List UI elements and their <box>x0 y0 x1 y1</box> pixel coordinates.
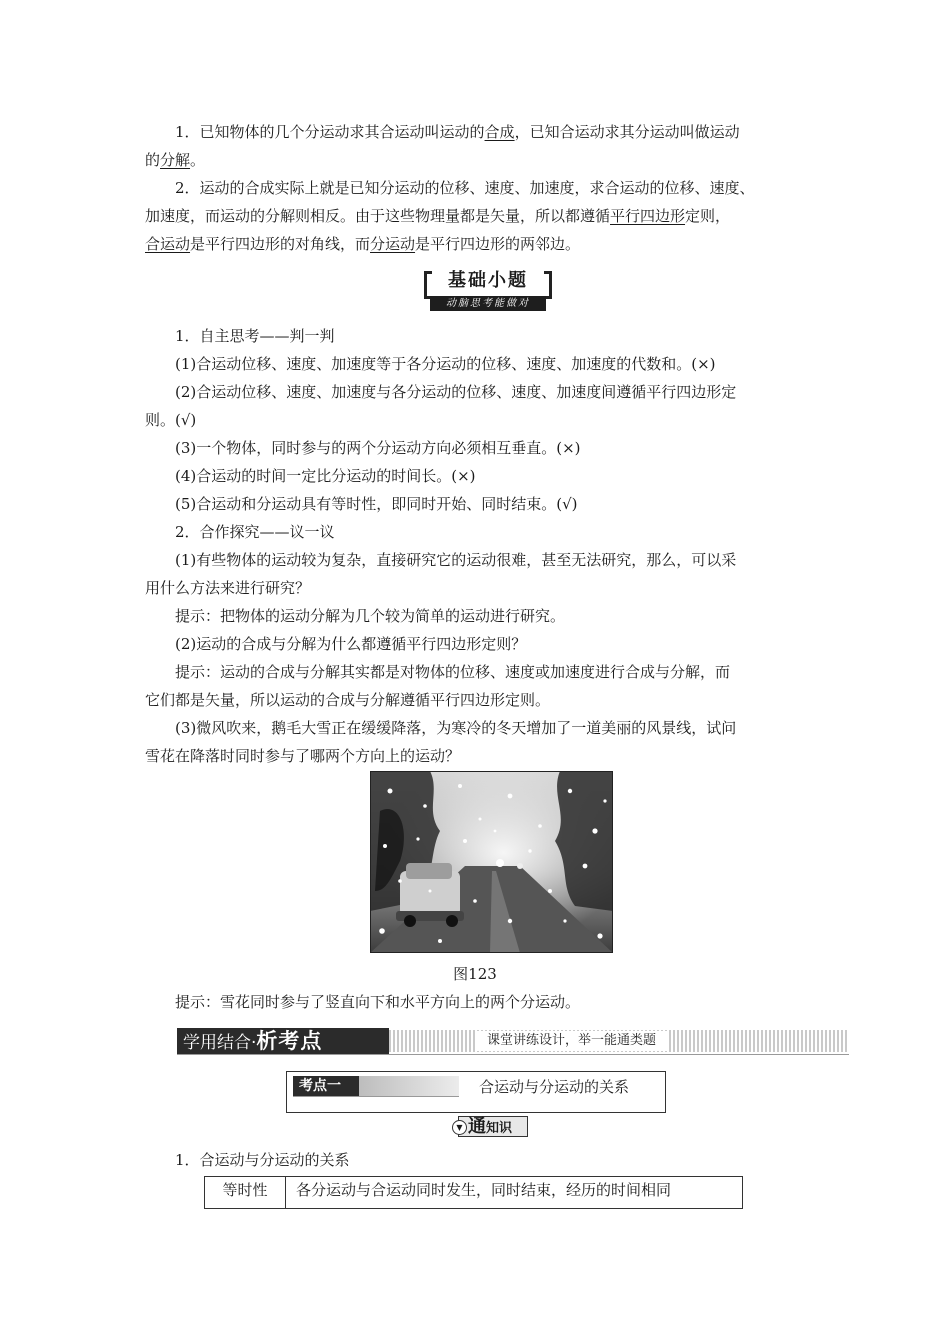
basics-heading-2: 2．合作探究——议一议 <box>175 523 335 541</box>
intro-paragraph-2-line-3: 合运动是平行四边形的对角线，而分运动是平行四边形的两邻边。 <box>145 235 581 253</box>
exam-point-label: 考点一 <box>293 1076 359 1096</box>
table-cell-description: 各分运动与合运动同时发生，同时结束，经历的时间相同 <box>286 1177 743 1209</box>
exam-point-box <box>286 1071 666 1113</box>
term-fenyundong: 分运动 <box>370 235 416 253</box>
discuss-q3-line-2: 雪花在降落时同时参与了哪两个方向上的运动？ <box>145 747 461 765</box>
table-cell-attribute: 等时性 <box>205 1177 286 1209</box>
discuss-a2-line-2: 它们都是矢量，所以运动的合成与分解遵循平行四边形定则。 <box>145 691 551 709</box>
chevron-down-icon: ▼ <box>452 1120 467 1135</box>
discuss-a2-line-1: 提示：运动的合成与分解其实都是对物体的位移、速度或加速度进行合成与分解，而 <box>175 663 731 681</box>
discuss-a3: 提示：雪花同时参与了竖直向下和水平方向上的两个分运动。 <box>175 993 581 1011</box>
tongzhishi-tag <box>452 1114 528 1139</box>
exam-point-title: 合运动与分运动的关系 <box>479 1078 630 1096</box>
discuss-q2: (2)运动的合成与分解为什么都遵循平行四边形定则？ <box>175 635 527 653</box>
judge-item-3: (3)一个物体，同时参与的两个分运动方向必须相互垂直。(×) <box>175 439 581 457</box>
discuss-q1-line-2: 用什么方法来进行研究？ <box>145 579 311 597</box>
banner-title: 学用结合·析考点 <box>177 1028 389 1054</box>
table-row <box>205 1177 743 1209</box>
relation-table <box>204 1176 743 1209</box>
tongzhishi-small: 知识 <box>486 1121 513 1136</box>
discuss-q3-line-1: (3)微风吹来，鹅毛大雪正在缓缓降落，为寒冷的冬天增加了一道美丽的风景线，试问 <box>175 719 737 737</box>
judge-item-4: (4)合运动的时间一定比分运动的时间长。(×) <box>175 467 476 485</box>
intro-paragraph-2-line-1: 2．运动的合成实际上就是已知分运动的位移、速度、加速度，求合运动的位移、速度、 <box>175 179 755 197</box>
snow-street-photo <box>370 771 613 953</box>
figure-caption: 图123 <box>453 965 497 983</box>
tongzhishi-big: 通 <box>468 1116 486 1137</box>
intro-paragraph-1-line-2: 的分解。 <box>145 151 206 169</box>
discuss-a1: 提示：把物体的运动分解为几个较为简单的运动进行研究。 <box>175 607 566 625</box>
term-hecheng: 合成 <box>484 123 515 141</box>
section-badge-basics <box>424 269 552 313</box>
intro-paragraph-1-line-1: 1．已知物体的几个分运动求其合运动叫运动的合成，已知合运动求其分运动叫做运动 <box>175 123 740 141</box>
section-banner-exam-points <box>177 1028 849 1056</box>
badge-subtitle: 动脑思考能做对 <box>430 296 546 311</box>
basics-heading-1: 1．自主思考——判一判 <box>175 327 335 345</box>
judge-item-2-line-1: (2)合运动位移、速度、加速度与各分运动的位移、速度、加速度间遵循平行四边形定 <box>175 383 737 401</box>
discuss-q1-line-1: (1)有些物体的运动较为复杂，直接研究它的运动很难，甚至无法研究，那么，可以采 <box>175 551 737 569</box>
badge-title: 基础小题 <box>448 270 528 291</box>
term-fenjie: 分解 <box>160 151 191 169</box>
judge-item-2-line-2: 则。(√) <box>145 411 197 429</box>
banner-tagline: 课堂讲练设计，举一能通类题 <box>475 1031 668 1051</box>
term-parallelogram: 平行四边形 <box>610 207 686 225</box>
section-heading: 1．合运动与分运动的关系 <box>175 1151 350 1169</box>
judge-item-1: (1)合运动位移、速度、加速度等于各分运动的位移、速度、加速度的代数和。(×) <box>175 355 716 373</box>
judge-item-5: (5)合运动和分运动具有等时性，即同时开始、同时结束。(√) <box>175 495 578 513</box>
term-heyundong: 合运动 <box>145 235 191 253</box>
intro-paragraph-2-line-2: 加速度，而运动的分解则相反。由于这些物理量都是矢量，所以都遵循平行四边形定则， <box>145 207 731 225</box>
